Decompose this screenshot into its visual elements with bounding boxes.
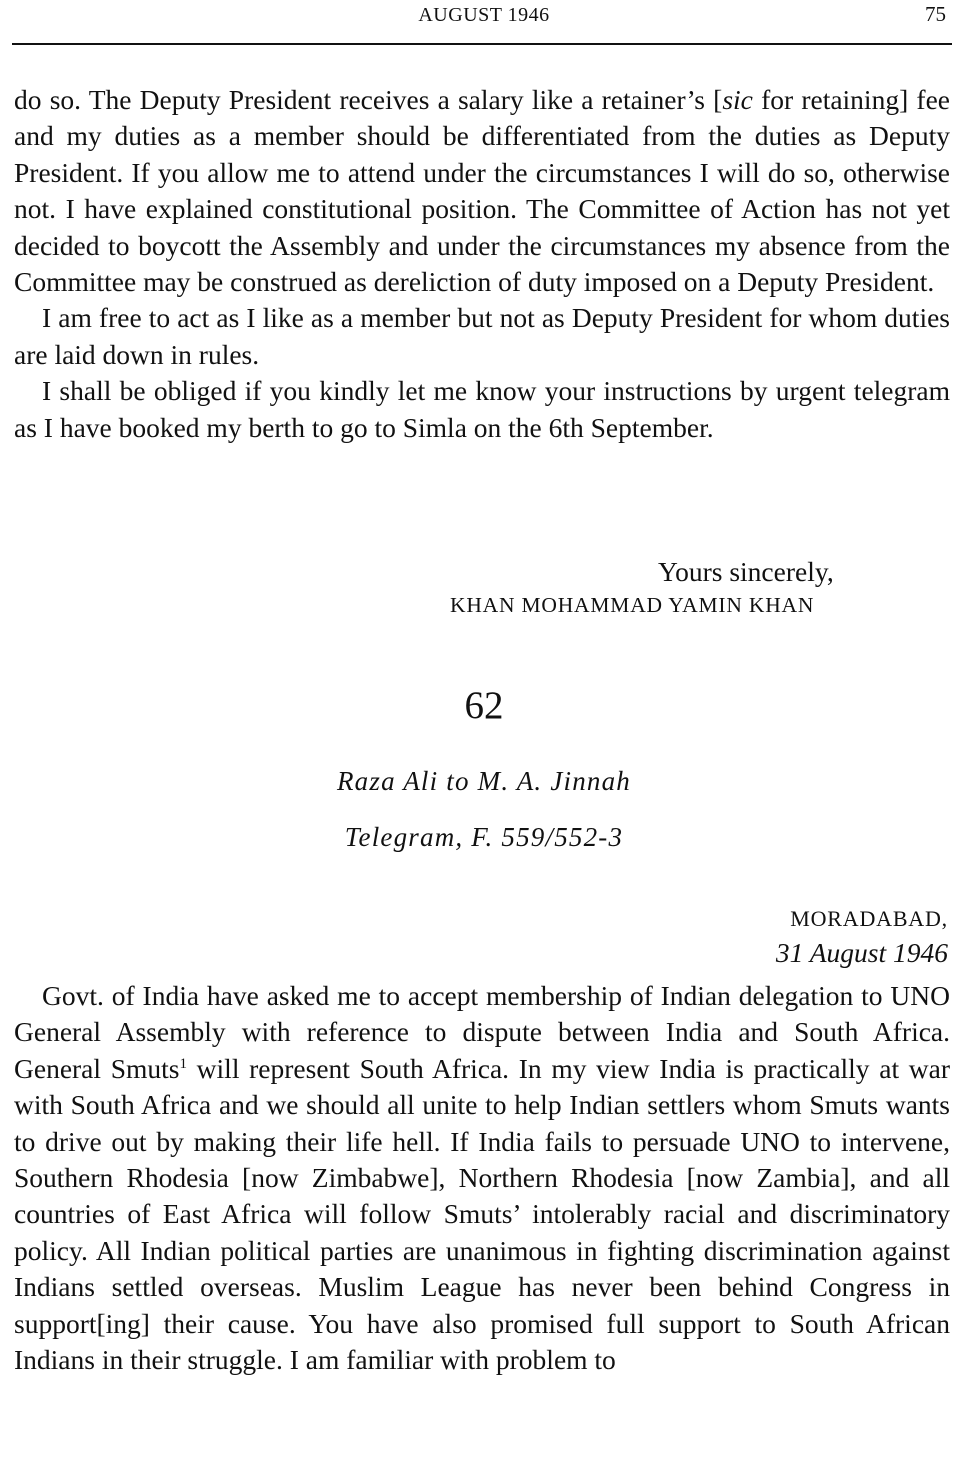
dateline-place: MORADABAD, [790, 906, 948, 931]
text-span: Govt. of India have asked me to accept membership of Indian delegation to UNO General Assembly with reference to dispute between India and South Africa. General Smuts [14, 980, 950, 1084]
document-title: Raza Ali to M. A. Jinnah [336, 766, 632, 796]
running-title: AUGUST 1946 [418, 4, 550, 26]
dateline-date: 31 August 1946 [775, 937, 948, 968]
text-span: do so. The Deputy President receives a salary like a retainer’s [ [14, 84, 723, 115]
paragraph: I shall be obliged if you kindly let me know your instructions by urgent telegram as I have booked my berth to go to Simla on the 6th September. [14, 375, 950, 443]
sic-note: sic [722, 84, 753, 115]
signature: KHAN MOHAMMAD YAMIN KHAN [450, 593, 815, 617]
document-number: 62 [464, 684, 504, 727]
footnote-marker[interactable]: 1 [179, 1055, 187, 1072]
closing-salutation: Yours sincerely, [658, 556, 834, 587]
letter-continuation [14, 82, 950, 446]
text-span: will represent South Africa. In my view India is practically at war with South Africa and we should all unite to help Indian settlers whom Smuts wants to drive out by making their life hell. If India fails to persuade UNO to intervene, Southern Rhodesia [now Zimbabwe], Northern Rhodesia [now Zambia], and all countries of East Africa will follow Smuts’ intolerably racial and discriminatory policy. All Indian political parties are unanimous in fighting discrimination against Indians settled overseas. Muslim League has never been behind Congress in support[ing] their cause. You have also promised full support to South African Indians in their struggle. I am familiar with problem to [14, 1052, 950, 1376]
page-header [0, 0, 968, 48]
telegram-body [14, 978, 950, 1378]
paragraph [14, 82, 950, 300]
paragraph [14, 978, 950, 1378]
text-span: for retaining] fee and my duties as a member should be differentiated from the duties as Deputy President. If you allow me to attend under the circumstances I will do so, otherwise not. I have explained constitutional position. The Committee of Action has not yet decided to boycott the Assembly and under the circumstances my absence from the Committee may be construed as dereliction of duty imposed on a Deputy President. [14, 84, 950, 298]
page-number: 75 [925, 2, 946, 26]
paragraph: I am free to act as I like as a member but not as Deputy President for whom duties are laid down in rules. [14, 302, 950, 370]
header-rule [12, 43, 952, 45]
document-reference: Telegram, F. 559/552-3 [344, 822, 624, 852]
